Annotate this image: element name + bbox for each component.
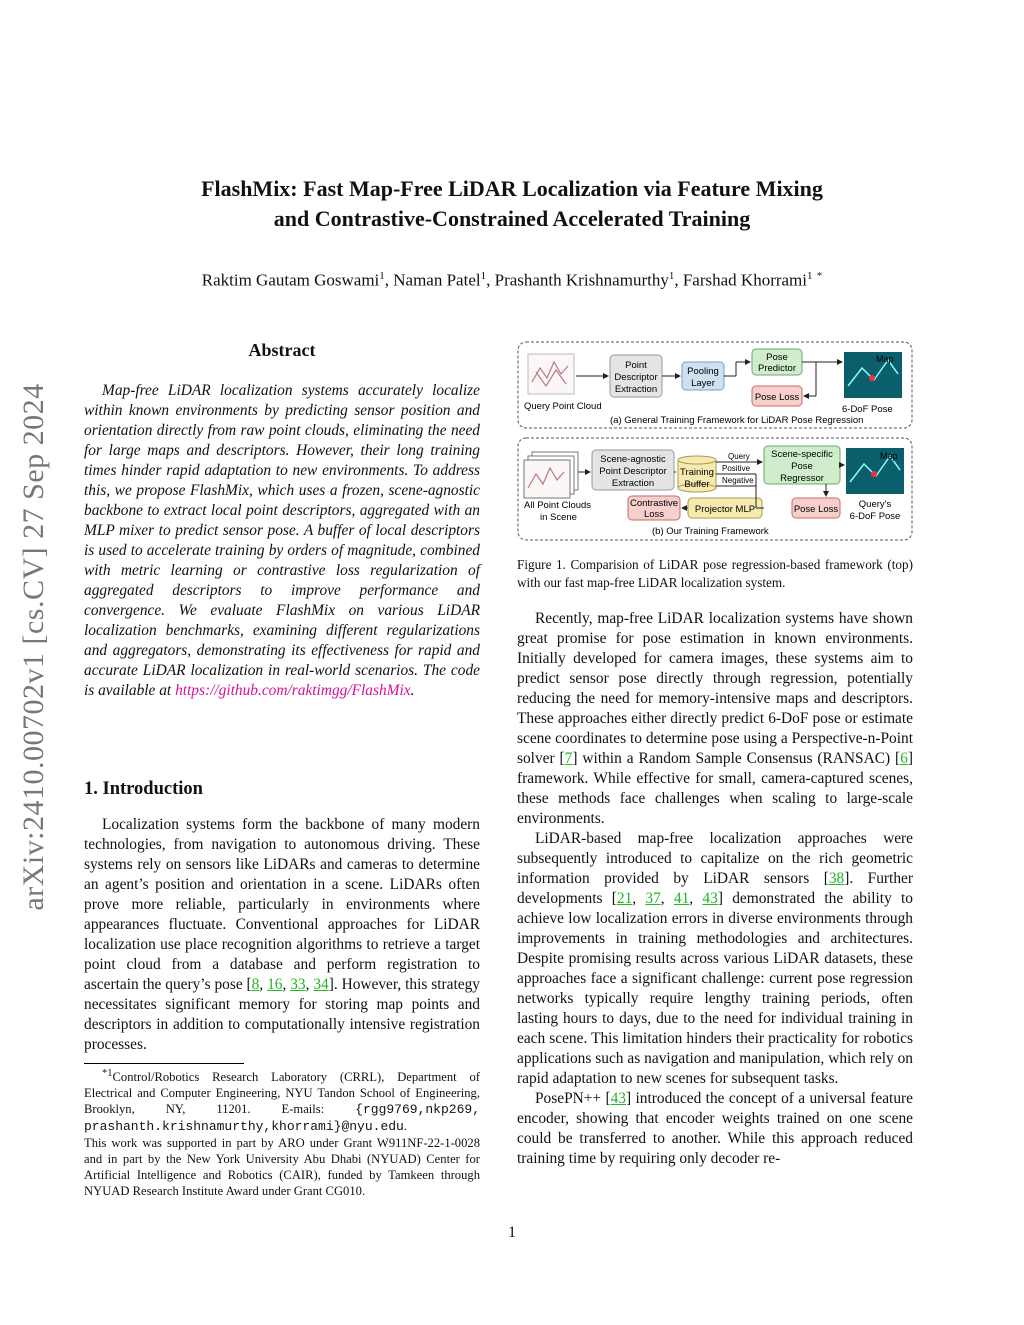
paragraph: PosePN++ [43] introduced the concept of a universal feature encoder, showing that encoder weights trained on one scene could be transferred to another. While this approach reduced training time by requiring only decoder re-	[517, 1090, 913, 1167]
positive-label: Positive	[722, 464, 751, 473]
corresponding-star: *	[816, 270, 823, 282]
author-list: Raktim Gautam Goswami$^1$, Naman Patel$^1$, Prashanth Krishnamurthy$^1$, Farshad Khorrami$^1$ *	[201, 270, 823, 290]
intro-text: Localization systems form the backbone of many modern technologies, from navigation to autonomous driving. These systems rely on sensors like LiDARs and cameras to determine an agent’s position and orientation in a scene. LiDARs often prove more reliable, particularly in environments where appearances fluctuate. Conventional approaches for LiDAR localization use place recognition algorithms to retrieve a target point cloud from a database and perform registration to ascertain the query’s pose [	[84, 816, 480, 993]
scene-specific-label: Regressor	[780, 473, 824, 484]
map-label-b: Map	[880, 451, 898, 461]
scene-agnostic-label: Point Descriptor	[599, 466, 667, 477]
projector-mlp-label: Projector MLP	[694, 504, 756, 515]
6dof-pose-label-a: 6-DoF Pose	[842, 404, 893, 415]
all-clouds-label: All Point Clouds	[524, 500, 592, 511]
map-label-a: Map	[876, 354, 894, 364]
affil-mark: 1	[480, 270, 487, 282]
scene-agnostic-label: Extraction	[611, 478, 655, 489]
author-1: Raktim Gautam Goswami	[201, 270, 380, 290]
title-line-1: FlashMix: Fast Map-Free LiDAR Localization via Feature Mixing	[201, 176, 823, 201]
paragraph: Recently, map-free LiDAR localization systems have shown great promise for pose estimation in known environments. Initially developed for camera images, these systems aim to predict sensor pose directly through regression, potentially reducing the need for memory-intensive maps and descriptors. These approaches either directly predict 6-DoF pose or estimate scene coordinates to determine pose using a Perspective-n-Point solver [7] within a Random Sample Consensus (RANSAC) [6] framework. While effective for small, camera-captured scenes, these methods face challenges when scaling to large-scale environments.	[517, 610, 913, 827]
paper-title	[0, 174, 1024, 234]
affil-mark: 1	[379, 270, 385, 282]
point-descriptor-label: Point	[625, 360, 647, 371]
page-number: 1	[508, 1224, 516, 1241]
training-buffer-label: Training	[680, 467, 714, 478]
author-2: Naman Patel	[393, 270, 481, 290]
citation-link[interactable]: 7	[564, 750, 573, 767]
query-point-cloud-image	[528, 354, 574, 394]
paragraph: LiDAR-based map-free localization approaches were subsequently introduced to capitalize on the rich geometric information provided by LiDAR sensors [38]. Further developments [21, 37, 41, 43] demonstrated the ability to achieve low localization errors in diverse environments through improvements in training methodologies and architectures. Despite promising results across various LiDAR datasets, these approaches face a significant challenge: current pose regression networks typically require lengthy training periods, often lasting hours to days, due to the need for individual training in each scene. This limitation hinders their practicality for robotics applications such as navigation and manipulation, which rely on rapid adaptation to new scenes for subsequent tasks.	[517, 830, 914, 1087]
pose-predictor-label: Predictor	[757, 363, 797, 374]
all-point-clouds-image	[524, 452, 578, 498]
footnote-end: .	[403, 1119, 408, 1134]
abstract-body	[84, 381, 480, 701]
arxiv-stamp	[4, 352, 64, 942]
abstract-heading: Abstract	[248, 340, 316, 360]
scene-specific-label: Pose	[791, 461, 813, 472]
query-pose-label: Query's	[858, 499, 892, 510]
footnote-mark: *1	[102, 1068, 113, 1079]
citation-link[interactable]: 41	[673, 890, 690, 907]
citation-link[interactable]: 21	[616, 890, 633, 907]
arxiv-stamp-text: arXiv:2410.00702v1 [cs.CV] 27 Sep 2024	[17, 383, 50, 911]
scene-agnostic-label: Scene-agnostic	[600, 454, 666, 465]
point-descriptor-label: Descriptor	[614, 372, 658, 383]
pooling-layer-label: Pooling	[687, 366, 719, 377]
contrastive-loss-label: Loss	[643, 509, 665, 520]
footnote-text: Control/Robotics Research Laboratory (CRRL), Department of Electrical and Computer Engineering, NYU Tandon School of Engineering, Brooklyn, NY, 11201. E-mails:	[84, 1070, 480, 1117]
intro-text: ]. However, this strategy necessitates significant memory for storing map points and descriptors in addition to computationally intensive registration processes.	[84, 976, 480, 1053]
footnote-rule	[84, 1063, 244, 1064]
funding-note: This work was supported in part by ARO under Grant W911NF-22-1-0028 and in part by the New York University Abu Dhabi (NYUAD) Center for Artificial Intelligence and Robotics (CAIR), funded by Tamkeen through NYUAD Research Institute Award under Grant CG010.	[84, 1136, 480, 1199]
contrastive-loss-label: Contrastive	[629, 498, 679, 509]
training-buffer-label: Buffer	[684, 479, 710, 490]
figure-1	[516, 338, 914, 544]
query-label: Query	[728, 452, 750, 461]
citation-link[interactable]: 16	[267, 976, 283, 993]
footnote-emails: {rgg9769,nkp269, prashanth.krishnamurthy,khorrami}@nyu.edu	[84, 1102, 480, 1135]
footnote	[84, 1066, 480, 1199]
all-clouds-label: in Scene	[540, 512, 577, 523]
citation-link[interactable]: 38	[828, 870, 845, 887]
author-4: Farshad Khorrami	[682, 270, 808, 290]
code-link[interactable]: https://github.com/raktimgg/FlashMix	[175, 682, 411, 699]
intro-heading: 1. Introduction	[84, 779, 203, 799]
title-line-2: and Contrastive-Constrained Accelerated Training	[273, 206, 751, 231]
panel-b-caption: (b) Our Training Framework	[652, 526, 769, 537]
affil-mark: 1	[807, 270, 813, 282]
figure-caption: Figure 1. Comparision of LiDAR pose regression-based framework (top) with our fast map-free LiDAR localization system.	[517, 557, 913, 590]
panel-a-caption: (a) General Training Framework for LiDAR Pose Regression	[610, 415, 864, 426]
query-point-cloud-label: Query Point Cloud	[524, 401, 602, 412]
citation-link[interactable]: 33	[290, 976, 306, 993]
pose-loss-label: Pose Loss	[754, 392, 800, 403]
author-3: Prashanth Krishnamurthy	[494, 270, 669, 290]
citation-link[interactable]: 43	[702, 890, 718, 907]
point-descriptor-label: Extraction	[614, 384, 658, 395]
citation-link[interactable]: 6	[900, 750, 908, 767]
citation-link[interactable]: 34	[313, 976, 329, 993]
affil-mark: 1	[668, 270, 675, 282]
right-column-body	[517, 609, 913, 1169]
citation-link[interactable]: 8	[251, 976, 260, 993]
negative-label: Negative	[722, 476, 754, 485]
citation-link[interactable]: 37	[645, 890, 661, 907]
scene-specific-label: Scene-specific	[771, 449, 833, 460]
citation-link[interactable]: 43	[610, 1090, 626, 1107]
abstract-text: Map-free LiDAR localization systems accurately localize within known environments by predicting sensor position and orientation directly from raw point clouds, eliminating the need for large maps and descriptors. However, their long training times hinder rapid adaptation to new environments. To address this, we propose FlashMix, which uses a frozen, scene-agnostic backbone to extract local point descriptors, aggregated with an MLP mixer to predict sensor pose. A buffer of local descriptors is used to accelerate training by orders of magnitude, combined with metric learning or contrastive loss regularization of aggregated descriptors to improve performance and convergence. We evaluate FlashMix on various LiDAR localization benchmarks, examining different regularizations and aggregators, demonstrating its effectiveness for rapid and accurate LiDAR localization in real-world scenarios. The code is available at	[84, 382, 480, 699]
pooling-layer-label: Layer	[691, 378, 715, 389]
query-pose-label: 6-DoF Pose	[849, 511, 901, 522]
intro-body: Localization systems form the backbone of many modern technologies, from navigation to autonomous driving. These systems rely on sensors like LiDARs and cameras to determine an agent’s position and orientation in a scene. LiDARs often prove more reliable, particularly in environments where appearances fluctuate. Conventional approaches for LiDAR localization use place recognition algorithms to retrieve a target point cloud from a database and perform registration to ascertain the query’s pose [8, 16, 33, 34]. However, this strategy necessitates significant memory for storing map points and descriptors in addition to computationally intensive registration processes.	[84, 816, 480, 1053]
abstract-end: .	[410, 682, 415, 699]
pose-predictor-label: Pose	[766, 352, 788, 363]
pose-loss-label-b: Pose Loss	[793, 504, 839, 515]
